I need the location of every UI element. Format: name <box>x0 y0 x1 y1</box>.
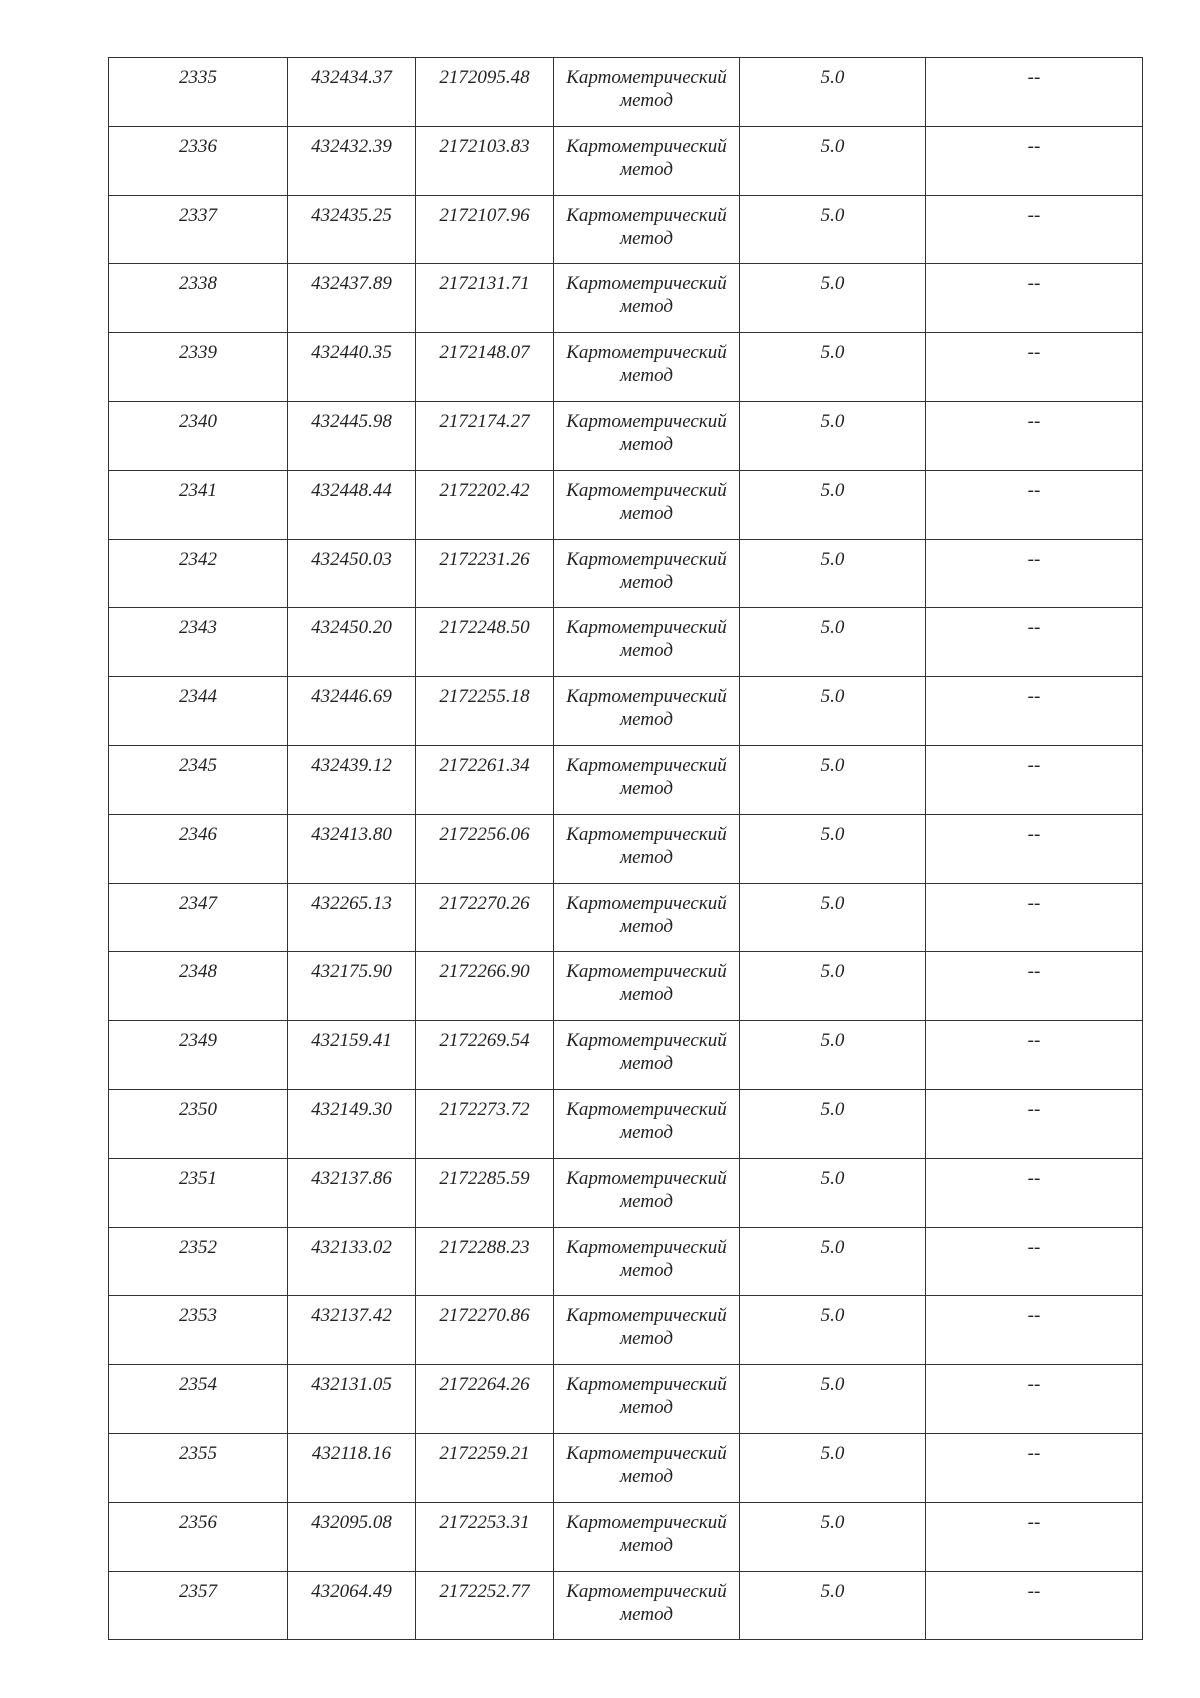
x-coordinate-cell: 432064.49 <box>288 1571 416 1640</box>
table-row <box>109 401 1143 470</box>
x-coordinate-cell: 432445.98 <box>288 401 416 470</box>
table-row <box>109 1089 1143 1158</box>
table-row <box>109 1502 1143 1571</box>
point-number-cell: 2346 <box>109 814 288 883</box>
point-number-cell: 2351 <box>109 1158 288 1227</box>
y-coordinate-cell: 2172095.48 <box>416 58 554 127</box>
description-cell: -- <box>926 1158 1143 1227</box>
x-coordinate-cell: 432440.35 <box>288 333 416 402</box>
point-number-cell: 2345 <box>109 745 288 814</box>
table-row <box>109 1365 1143 1434</box>
table-row <box>109 745 1143 814</box>
method-cell: Картометрический метод <box>554 1296 740 1365</box>
accuracy-cell: 5.0 <box>740 1089 926 1158</box>
table-row <box>109 58 1143 127</box>
accuracy-cell: 5.0 <box>740 883 926 952</box>
table-row <box>109 333 1143 402</box>
accuracy-cell: 5.0 <box>740 952 926 1021</box>
point-number-cell: 2352 <box>109 1227 288 1296</box>
point-number-cell: 2348 <box>109 952 288 1021</box>
method-cell: Картометрический метод <box>554 1021 740 1090</box>
point-number-cell: 2349 <box>109 1021 288 1090</box>
method-cell: Картометрический метод <box>554 883 740 952</box>
y-coordinate-cell: 2172131.71 <box>416 264 554 333</box>
point-number-cell: 2337 <box>109 195 288 264</box>
accuracy-cell: 5.0 <box>740 264 926 333</box>
table-row <box>109 1571 1143 1640</box>
y-coordinate-cell: 2172288.23 <box>416 1227 554 1296</box>
description-cell: -- <box>926 470 1143 539</box>
y-coordinate-cell: 2172248.50 <box>416 608 554 677</box>
method-cell: Картометрический метод <box>554 1227 740 1296</box>
table-row <box>109 814 1143 883</box>
x-coordinate-cell: 432450.20 <box>288 608 416 677</box>
accuracy-cell: 5.0 <box>740 1571 926 1640</box>
table-row <box>109 264 1143 333</box>
method-cell: Картометрический метод <box>554 539 740 608</box>
method-cell: Картометрический метод <box>554 608 740 677</box>
y-coordinate-cell: 2172252.77 <box>416 1571 554 1640</box>
description-cell: -- <box>926 1365 1143 1434</box>
description-cell: -- <box>926 264 1143 333</box>
description-cell: -- <box>926 333 1143 402</box>
y-coordinate-cell: 2172266.90 <box>416 952 554 1021</box>
description-cell: -- <box>926 401 1143 470</box>
x-coordinate-cell: 432159.41 <box>288 1021 416 1090</box>
x-coordinate-cell: 432439.12 <box>288 745 416 814</box>
method-cell: Картометрический метод <box>554 126 740 195</box>
table-row <box>109 539 1143 608</box>
accuracy-cell: 5.0 <box>740 126 926 195</box>
y-coordinate-cell: 2172148.07 <box>416 333 554 402</box>
y-coordinate-cell: 2172270.26 <box>416 883 554 952</box>
method-cell: Картометрический метод <box>554 264 740 333</box>
method-cell: Картометрический метод <box>554 952 740 1021</box>
method-cell: Картометрический метод <box>554 333 740 402</box>
method-cell: Картометрический метод <box>554 677 740 746</box>
method-cell: Картометрический метод <box>554 1158 740 1227</box>
method-cell: Картометрический метод <box>554 1433 740 1502</box>
accuracy-cell: 5.0 <box>740 1227 926 1296</box>
table-row <box>109 195 1143 264</box>
point-number-cell: 2336 <box>109 126 288 195</box>
point-number-cell: 2350 <box>109 1089 288 1158</box>
x-coordinate-cell: 432133.02 <box>288 1227 416 1296</box>
description-cell: -- <box>926 608 1143 677</box>
coordinates-table-body <box>109 58 1143 1640</box>
accuracy-cell: 5.0 <box>740 1365 926 1434</box>
description-cell: -- <box>926 126 1143 195</box>
y-coordinate-cell: 2172107.96 <box>416 195 554 264</box>
accuracy-cell: 5.0 <box>740 608 926 677</box>
description-cell: -- <box>926 1089 1143 1158</box>
point-number-cell: 2355 <box>109 1433 288 1502</box>
x-coordinate-cell: 432446.69 <box>288 677 416 746</box>
table-row <box>109 1021 1143 1090</box>
accuracy-cell: 5.0 <box>740 195 926 264</box>
point-number-cell: 2344 <box>109 677 288 746</box>
x-coordinate-cell: 432265.13 <box>288 883 416 952</box>
method-cell: Картометрический метод <box>554 195 740 264</box>
y-coordinate-cell: 2172202.42 <box>416 470 554 539</box>
accuracy-cell: 5.0 <box>740 470 926 539</box>
method-cell: Картометрический метод <box>554 470 740 539</box>
y-coordinate-cell: 2172270.86 <box>416 1296 554 1365</box>
table-row <box>109 1158 1143 1227</box>
y-coordinate-cell: 2172253.31 <box>416 1502 554 1571</box>
table-row <box>109 952 1143 1021</box>
method-cell: Картометрический метод <box>554 58 740 127</box>
accuracy-cell: 5.0 <box>740 745 926 814</box>
y-coordinate-cell: 2172103.83 <box>416 126 554 195</box>
point-number-cell: 2354 <box>109 1365 288 1434</box>
point-number-cell: 2341 <box>109 470 288 539</box>
y-coordinate-cell: 2172259.21 <box>416 1433 554 1502</box>
x-coordinate-cell: 432435.25 <box>288 195 416 264</box>
table-row <box>109 1296 1143 1365</box>
method-cell: Картометрический метод <box>554 1365 740 1434</box>
description-cell: -- <box>926 883 1143 952</box>
description-cell: -- <box>926 1021 1143 1090</box>
point-number-cell: 2347 <box>109 883 288 952</box>
y-coordinate-cell: 2172261.34 <box>416 745 554 814</box>
description-cell: -- <box>926 1296 1143 1365</box>
method-cell: Картометрический метод <box>554 814 740 883</box>
point-number-cell: 2353 <box>109 1296 288 1365</box>
y-coordinate-cell: 2172264.26 <box>416 1365 554 1434</box>
table-row <box>109 677 1143 746</box>
y-coordinate-cell: 2172285.59 <box>416 1158 554 1227</box>
accuracy-cell: 5.0 <box>740 333 926 402</box>
accuracy-cell: 5.0 <box>740 1433 926 1502</box>
table-row <box>109 1227 1143 1296</box>
accuracy-cell: 5.0 <box>740 677 926 746</box>
accuracy-cell: 5.0 <box>740 539 926 608</box>
description-cell: -- <box>926 1502 1143 1571</box>
x-coordinate-cell: 432095.08 <box>288 1502 416 1571</box>
x-coordinate-cell: 432437.89 <box>288 264 416 333</box>
description-cell: -- <box>926 1571 1143 1640</box>
table-row <box>109 126 1143 195</box>
method-cell: Картометрический метод <box>554 1089 740 1158</box>
x-coordinate-cell: 432448.44 <box>288 470 416 539</box>
method-cell: Картометрический метод <box>554 1571 740 1640</box>
x-coordinate-cell: 432137.42 <box>288 1296 416 1365</box>
point-number-cell: 2335 <box>109 58 288 127</box>
point-number-cell: 2339 <box>109 333 288 402</box>
x-coordinate-cell: 432149.30 <box>288 1089 416 1158</box>
x-coordinate-cell: 432131.05 <box>288 1365 416 1434</box>
x-coordinate-cell: 432432.39 <box>288 126 416 195</box>
accuracy-cell: 5.0 <box>740 401 926 470</box>
x-coordinate-cell: 432413.80 <box>288 814 416 883</box>
accuracy-cell: 5.0 <box>740 1021 926 1090</box>
accuracy-cell: 5.0 <box>740 1158 926 1227</box>
description-cell: -- <box>926 745 1143 814</box>
coordinates-table <box>108 57 1143 1640</box>
table-row <box>109 608 1143 677</box>
y-coordinate-cell: 2172174.27 <box>416 401 554 470</box>
method-cell: Картометрический метод <box>554 401 740 470</box>
x-coordinate-cell: 432450.03 <box>288 539 416 608</box>
y-coordinate-cell: 2172273.72 <box>416 1089 554 1158</box>
description-cell: -- <box>926 1433 1143 1502</box>
table-row <box>109 883 1143 952</box>
y-coordinate-cell: 2172231.26 <box>416 539 554 608</box>
description-cell: -- <box>926 952 1143 1021</box>
x-coordinate-cell: 432175.90 <box>288 952 416 1021</box>
method-cell: Картометрический метод <box>554 1502 740 1571</box>
table-row <box>109 470 1143 539</box>
point-number-cell: 2356 <box>109 1502 288 1571</box>
x-coordinate-cell: 432118.16 <box>288 1433 416 1502</box>
accuracy-cell: 5.0 <box>740 814 926 883</box>
y-coordinate-cell: 2172255.18 <box>416 677 554 746</box>
accuracy-cell: 5.0 <box>740 1296 926 1365</box>
description-cell: -- <box>926 1227 1143 1296</box>
accuracy-cell: 5.0 <box>740 58 926 127</box>
point-number-cell: 2357 <box>109 1571 288 1640</box>
point-number-cell: 2342 <box>109 539 288 608</box>
description-cell: -- <box>926 814 1143 883</box>
description-cell: -- <box>926 677 1143 746</box>
y-coordinate-cell: 2172269.54 <box>416 1021 554 1090</box>
description-cell: -- <box>926 539 1143 608</box>
x-coordinate-cell: 432434.37 <box>288 58 416 127</box>
table-row <box>109 1433 1143 1502</box>
x-coordinate-cell: 432137.86 <box>288 1158 416 1227</box>
description-cell: -- <box>926 195 1143 264</box>
point-number-cell: 2338 <box>109 264 288 333</box>
description-cell: -- <box>926 58 1143 127</box>
accuracy-cell: 5.0 <box>740 1502 926 1571</box>
point-number-cell: 2340 <box>109 401 288 470</box>
point-number-cell: 2343 <box>109 608 288 677</box>
method-cell: Картометрический метод <box>554 745 740 814</box>
y-coordinate-cell: 2172256.06 <box>416 814 554 883</box>
